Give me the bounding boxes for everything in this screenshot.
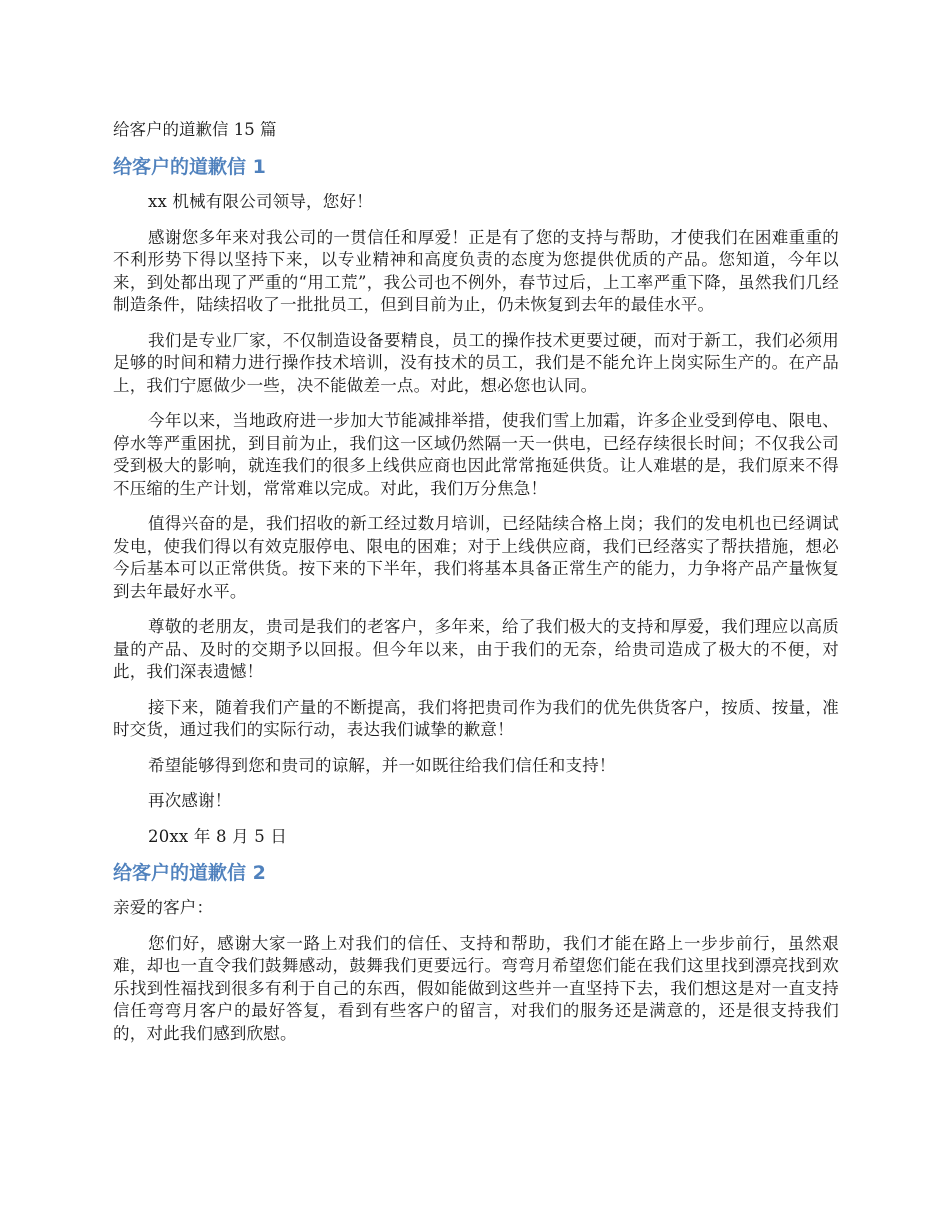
letter-1-paragraph: 希望能够得到您和贵司的谅解，并一如既往给我们信任和支持！ (148, 755, 616, 775)
document-page (113, 118, 839, 1058)
letter-1-greeting: xx 机械有限公司领导，您好！ (148, 192, 373, 211)
letter-1-heading: 给客户的道歉信 1 (113, 156, 266, 178)
letter-2-greeting: 亲爱的客户： (113, 898, 214, 917)
letter-1-paragraph: 今年以来，当地政府进一步加大节能减排举措，使我们雪上加霜，许多企业受到停电、限电、停水等严重困扰，到目前为止，我们这一区域仍然隔一天一供电，已经存续很长时间；不仅我公司受到极大的影响，就连我们的很多上线供应商也因此常常拖延供货。让人难堪的是，我们原来不得不压缩的生产计划，常常难以完成。对此，我们万分焦急！ (113, 411, 839, 498)
letter-1-paragraph: 接下来，随着我们产量的不断提高，我们将把贵司作为我们的优先供货客户，按质、按量，准时交货，通过我们的实际行动，表达我们诚挚的歉意！ (113, 697, 839, 739)
document-title: 给客户的道歉信 15 篇 (113, 120, 277, 139)
letter-1-date: 20xx 年 8 月 5 日 (148, 826, 288, 846)
letter-2-heading: 给客户的道歉信 2 (113, 862, 266, 884)
letter-2 (113, 860, 839, 1045)
letter-1-paragraph: 值得兴奋的是，我们招收的新工经过数月培训，已经陆续合格上岗；我们的发电机也已经调试发电，使我们得以有效克服停电、限电的困难；对于上线供应商，我们已经落实了帮扶措施，想必今后基本可以正常供货。按下来的下半年，我们将基本具备正常生产的能力，力争将产品产量恢复到去年最好水平。 (113, 514, 839, 601)
letter-1 (113, 154, 839, 848)
letter-2-paragraph: 您们好，感谢大家一路上对我们的信任、支持和帮助，我们才能在路上一步步前行，虽然艰难，却也一直令我们鼓舞感动，鼓舞我们更要远行。弯弯月希望您们能在我们这里找到漂亮找到欢乐找到性福找到很多有利于自己的东西，假如能做到这些并一直坚持下去，我们想这是对一直支持信任弯弯月客户的最好答复，看到有些客户的留言，对我们的服务还是满意的，还是很支持我们的，对此我们感到欣慰。 (113, 933, 839, 1043)
letter-1-paragraph: 我们是专业厂家，不仅制造设备要精良，员工的操作技术更要过硬，而对于新工，我们必须用足够的时间和精力进行操作技术培训，没有技术的员工，我们是不能允许上岗实际生产的。在产品上，我们宁愿做少一些，决不能做差一点。对此，想必您也认同。 (113, 330, 839, 395)
letter-1-paragraph: 尊敬的老朋友，贵司是我们的老客户，多年来，给了我们极大的支持和厚爱，我们理应以高质量的产品、及时的交期予以回报。但今年以来，由于我们的无奈，给贵司造成了极大的不便，对此，我们深表遗憾！ (113, 617, 839, 681)
letter-1-closing: 再次感谢！ (148, 791, 232, 810)
letter-1-paragraph: 感谢您多年来对我公司的一贯信任和厚爱！正是有了您的支持与帮助，才使我们在困难重重的不利形势下得以坚持下来，以专业精神和高度负责的态度为您提供优质的产品。您知道，今年以来，到处都出现了严重的“用工荒”，我公司也不例外，春节过后，上工率严重下降，虽然我们几经制造条件，陆续招收了一批批员工，但到目前为止，仍未恢复到去年的最佳水平。 (113, 227, 839, 314)
